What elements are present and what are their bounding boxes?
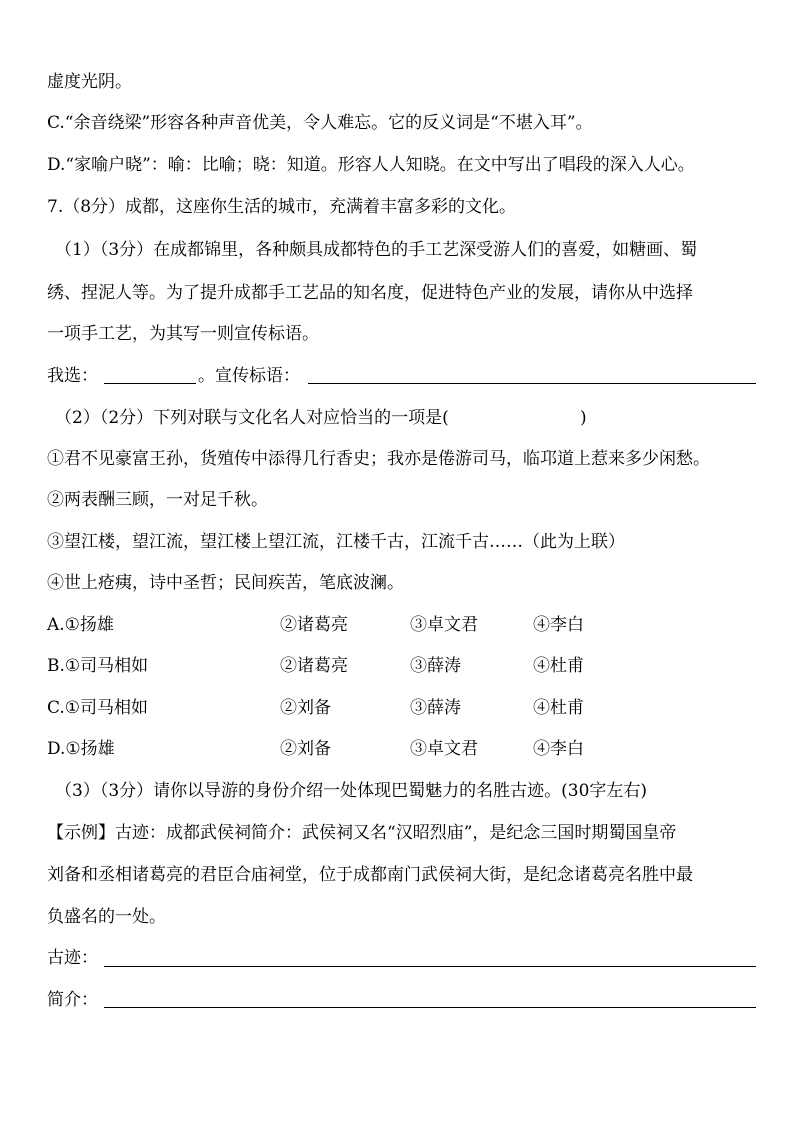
couplet-2: ②两表酬三顾，一对足千秋。 bbox=[47, 490, 268, 510]
subquestion-3-text: （3）（3分）请你以导游的身份介绍一处体现巴蜀魅力的名胜古迹。(30字左右) bbox=[55, 781, 648, 801]
option-a-1: A.①扬雄 bbox=[47, 615, 114, 635]
example-text: 【示例】古迹：成都武侯祠简介：武侯祠又名“汉昭烈庙”，是纪念三国时期蜀国皇帝 bbox=[47, 823, 677, 843]
option-a-4: ④李白 bbox=[533, 615, 584, 635]
option-d-3: ③卓文君 bbox=[410, 739, 478, 759]
site-blank[interactable] bbox=[104, 966, 756, 967]
intro-blank[interactable] bbox=[104, 1007, 756, 1008]
option-c-1: C.①司马相如 bbox=[47, 698, 149, 718]
intro-label: 简介： bbox=[47, 990, 98, 1010]
option-c-4: ④杜甫 bbox=[533, 698, 584, 718]
example-text: 刘备和丞相诸葛亮的君臣合庙祠堂，位于成都南门武侯祠大街，是纪念诸葛亮名胜中最 bbox=[47, 865, 693, 885]
option-c-3: ③薛涛 bbox=[410, 698, 461, 718]
option-c-text: C.“余音绕梁”形容各种声音优美，令人难忘。它的反义词是“不堪入耳”。 bbox=[47, 113, 593, 133]
slogan-blank[interactable] bbox=[308, 383, 756, 384]
subquestion-1-text: 一项手工艺，为其写一则宣传标语。 bbox=[47, 324, 319, 344]
couplet-3: ③望江楼，望江流，望江楼上望江流，江楼千古，江流千古……（此为上联） bbox=[47, 532, 625, 552]
option-b-3: ③薛涛 bbox=[410, 656, 461, 676]
choice-blank[interactable] bbox=[104, 383, 196, 384]
option-d-text: D.“家喻户晓”：喻：比喻；晓：知道。形容人人知晓。在文中写出了唱段的深入人心。 bbox=[47, 155, 695, 175]
example-text: 负盛名的一处。 bbox=[47, 907, 166, 927]
slogan-label: 。宣传标语： bbox=[198, 366, 300, 386]
option-b-4: ④杜甫 bbox=[533, 656, 584, 676]
subquestion-1-text: 绣、捏泥人等。为了提升成都手工艺品的知名度，促进特色产业的发展，请你从中选择 bbox=[47, 283, 693, 303]
option-b-1: B.①司马相如 bbox=[47, 656, 149, 676]
question-7-title: 7.（8分）成都，这座你生活的城市，充满着丰富多彩的文化。 bbox=[47, 197, 517, 217]
option-a-3: ③卓文君 bbox=[410, 615, 478, 635]
option-c-2: ②刘备 bbox=[280, 698, 331, 718]
site-label: 古迹： bbox=[47, 948, 98, 968]
subquestion-2-text: （2）（2分）下列对联与文化名人对应恰当的一项是( bbox=[55, 408, 449, 428]
option-d-2: ②刘备 bbox=[280, 739, 331, 759]
option-d-4: ④李白 bbox=[533, 739, 584, 759]
subquestion-1-text: （1）（3分）在成都锦里，各种颇具成都特色的手工艺深受游人们的喜爱，如糖画、蜀 bbox=[55, 240, 698, 260]
couplet-1: ①君不见豪富王孙，货殖传中添得几行香史；我亦是倦游司马，临邛道上惹来多少闲愁。 bbox=[47, 449, 710, 469]
option-a-2: ②诸葛亮 bbox=[280, 615, 348, 635]
choice-label: 我选： bbox=[47, 366, 98, 386]
option-b-2: ②诸葛亮 bbox=[280, 656, 348, 676]
answer-row-choice bbox=[47, 366, 98, 386]
answer-bracket-close: ) bbox=[580, 408, 587, 428]
option-d-1: D.①扬雄 bbox=[47, 739, 115, 759]
couplet-4: ④世上疮痍，诗中圣哲；民间疾苦，笔底波澜。 bbox=[47, 573, 404, 593]
text-line: 虚度光阴。 bbox=[47, 72, 132, 92]
